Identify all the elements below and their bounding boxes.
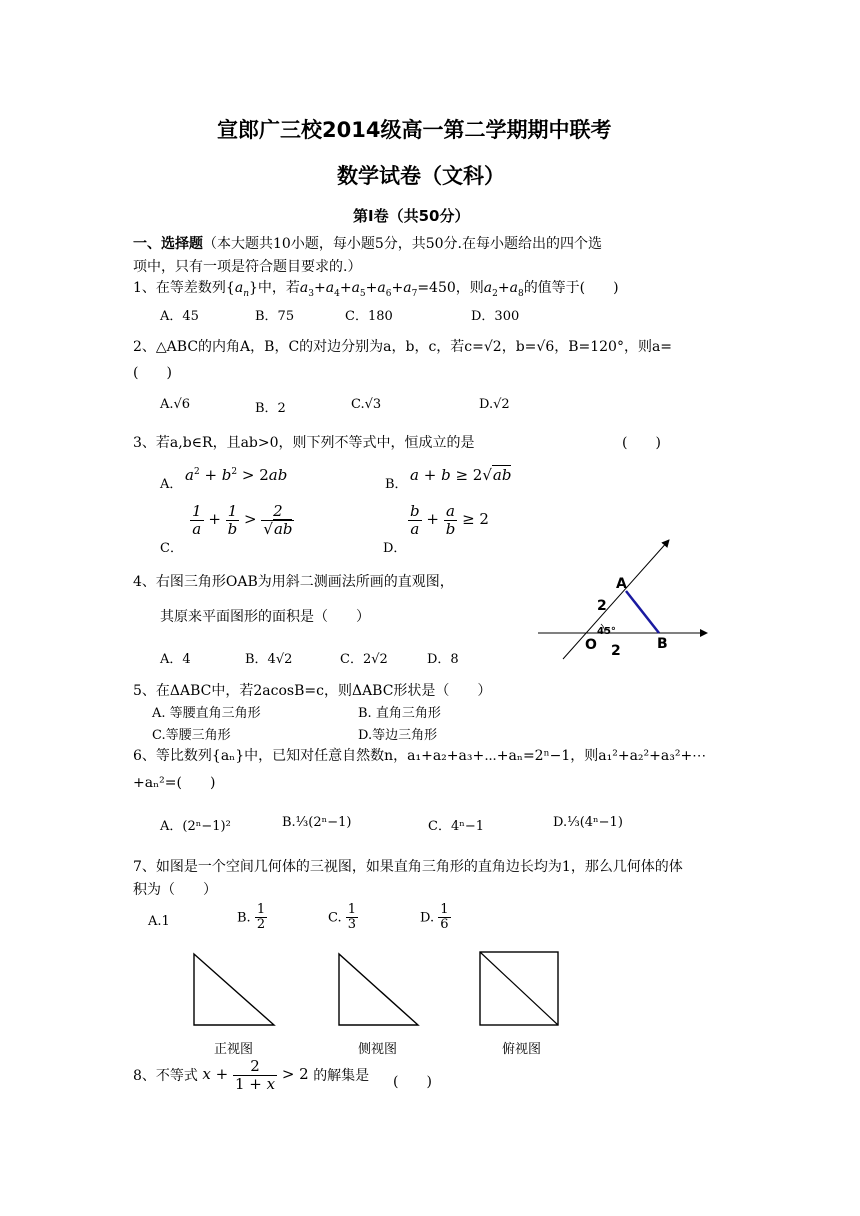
q5-option-c: C.等腰三角形	[152, 728, 231, 743]
q8-inequality: x + $\frac{2}{1 + x}$ > 2	[202, 1057, 309, 1093]
q7-option-d-label: D.	[420, 910, 435, 926]
q6-option-d: D.⅓(4ⁿ−1)	[553, 815, 623, 830]
question-8	[133, 1058, 369, 1092]
label-angle: 45°	[597, 626, 616, 637]
question-3: 3、若a,b∈R，且ab>0，则下列不等式中，恒成立的是	[133, 435, 475, 451]
side-view-triangle	[339, 954, 418, 1025]
q6-option-a: A．(2ⁿ−1)²	[160, 819, 231, 834]
q7-option-a: A.1	[148, 914, 170, 929]
q3-option-a-label: A．	[160, 477, 183, 492]
q3-option-d-label: D．	[383, 541, 407, 556]
question-5: 5、在ΔABC中，若2acosB=c，则ΔABC形状是（ ）	[133, 683, 492, 699]
q3-option-b-label: B．	[385, 477, 408, 492]
label-o: O	[585, 637, 597, 653]
q2-option-b: B．2	[255, 401, 286, 416]
q7-option-c-label: C.	[328, 910, 342, 926]
q1-option-b: B．75	[255, 309, 295, 324]
question-1: 1、在等差数列$\{a_n\}$中，若$a_3+a_4+a_5+a_6+a_7=450$，则$a_2+a_8$的值等于( )	[133, 280, 619, 299]
oblique-axis-line	[563, 540, 669, 659]
q2-option-a: A.√6	[160, 397, 191, 412]
q5-option-d: D.等边三角形	[358, 728, 438, 743]
q1-text-d: 的值等于( )	[523, 280, 619, 296]
label-a: A	[616, 576, 627, 592]
q8-text-b: 的解集是	[313, 1068, 370, 1084]
q2-option-d: D.√2	[479, 397, 510, 412]
q7-option-b-label: B.	[237, 910, 251, 926]
q3-option-d-expr: $\frac{b}{a}$ + $\frac{a}{b}$ ≥ 2	[410, 502, 489, 538]
q3-option-c-label: C．	[160, 541, 183, 556]
question-2: 2、△ABC的内角A，B，C的对边分别为a，b，c，若c=√2，b=√6，B=120°，则a=	[133, 339, 673, 355]
q1-text-c: =450，则	[417, 280, 484, 296]
question-6-line2: +aₙ²=( )	[133, 775, 216, 791]
top-view-diagonal	[480, 952, 558, 1025]
q7-three-views	[190, 950, 570, 1030]
q3-option-c-expr: $\frac{1}{a}$ + $\frac{1}{b}$ > $\frac{2}{√ab}$	[192, 502, 293, 538]
q6-option-b: B.⅓(2ⁿ−1)	[282, 815, 352, 830]
q3-paren: ( )	[622, 435, 661, 451]
q7-option-c: C. $\frac{1}{3}$	[328, 902, 357, 933]
segment-ab	[626, 591, 659, 633]
q2-option-c: C.√3	[351, 397, 382, 412]
q8-paren: ( )	[393, 1074, 432, 1090]
q3-option-b-expr: a + b ≥ 2√ab	[410, 466, 512, 484]
q4-option-b: B．4√2	[245, 652, 293, 667]
part-heading: 第Ⅰ卷（共50分）	[353, 207, 470, 225]
q1-option-a: A．45	[160, 309, 199, 324]
question-4-line1: 4、右图三角形OAB为用斜二测画法所画的直观图，	[133, 574, 454, 590]
q4-option-d: D．8	[427, 652, 459, 667]
q5-option-b: B. 直角三角形	[358, 706, 441, 721]
question-6-line1: 6、等比数列{aₙ}中，已知对任意自然数n，a₁+a₂+a₃+⋯+aₙ=2ⁿ−1，则a₁²+a₂²+a₃²+⋯	[133, 748, 707, 764]
question-7-line2: 积为（ ）	[133, 882, 217, 898]
q1-option-d: D．300	[471, 309, 520, 324]
q5-option-a: A. 等腰直角三角形	[152, 706, 261, 721]
section-desc-line1: （本大题共10小题，每小题5分，共50分.在每小题给出的四个选	[203, 236, 602, 252]
label-b: B	[657, 636, 668, 652]
q8-text-a: 8、不等式	[133, 1068, 198, 1084]
section-desc	[133, 233, 602, 253]
side-view-label: 侧视图	[358, 1042, 398, 1057]
section-heading: 一、选择题	[133, 236, 203, 252]
exam-subtitle: 数学试卷（文科）	[337, 164, 505, 188]
q1-option-c: C．180	[345, 309, 393, 324]
q4-oblique-diagram	[535, 535, 720, 665]
q4-option-c: C．2√2	[340, 652, 388, 667]
exam-title: 宣郎广三校2014级高一第二学期期中联考	[217, 118, 612, 142]
front-view-label: 正视图	[214, 1042, 254, 1057]
label-side-ob: 2	[611, 643, 621, 659]
question-4-line2: 其原来平面图形的面积是（ ）	[160, 609, 370, 625]
q4-option-a: A．4	[160, 652, 191, 667]
q3-option-a-expr: $a^2 + b^2 > 2ab$	[185, 466, 288, 484]
q6-option-c: C．4ⁿ−1	[428, 819, 485, 834]
question-7-line1: 7、如图是一个空间几何体的三视图，如果直角三角形的直角边长均为1，那么几何体的体	[133, 859, 683, 875]
top-view-label: 俯视图	[502, 1042, 542, 1057]
q7-option-d: D. $\frac{1}{6}$	[420, 902, 449, 933]
q1-text-a: 1、在等差数列{	[133, 280, 235, 296]
q2-paren: ( )	[133, 365, 172, 381]
q1-text-b: }中，若	[248, 280, 300, 296]
q7-option-b: B. $\frac{1}{2}$	[237, 902, 266, 933]
label-side-oa: 2	[597, 598, 607, 614]
front-view-triangle	[194, 954, 274, 1025]
section-desc-line2: 项中，只有一项是符合题目要求的.）	[133, 259, 362, 275]
